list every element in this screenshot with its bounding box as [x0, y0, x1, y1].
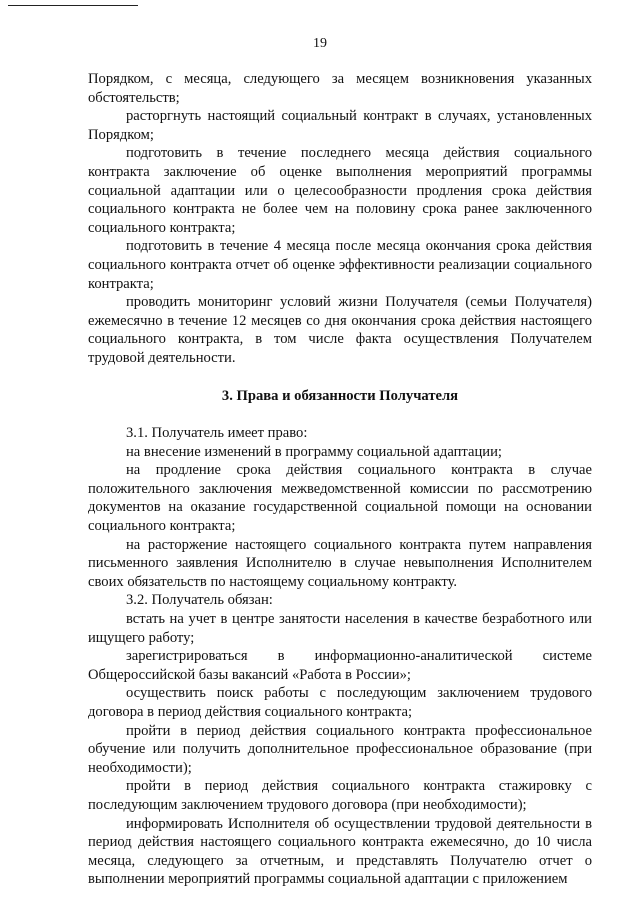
paragraph: на расторжение настоящего социального контракта путем направления письменного заявления Исполнителю в случае невыполнения Исполнителем своих обязательств по настоящему социальному контракту. [88, 536, 592, 590]
section-heading: 3. Права и обязанности Получателя [221, 387, 459, 404]
page-number: 19 [313, 36, 327, 51]
paragraph: 3.2. Получатель обязан: [126, 592, 273, 609]
paragraph: пройти в период действия социального контракта стажировку с последующим заключением трудового договора (при необходимости); [88, 778, 592, 813]
paragraphs-after [88, 424, 592, 889]
paragraph: проводить мониторинг условий жизни Получателя (семьи Получателя) ежемесячно в течение 12 месяцев со дня окончания срока действия настоящего социального контракта, в том числе факта осуществления Получателем трудовой деятельности. [88, 294, 592, 366]
document-body [88, 70, 592, 889]
paragraph: пройти в период действия социального контракта профессиональное обучение или получить дополнительное профессиональное образование (при необходимости); [88, 722, 592, 776]
paragraphs-before [88, 70, 592, 368]
paragraph: подготовить в течение последнего месяца действия социального контракта заключение об оценке выполнения мероприятий программы социальной адаптации или о целесообразности продления срока действия социального контракта не более чем на половину срока ранее заключенного социального контракта; [88, 145, 592, 236]
paragraph: осуществить поиск работы с последующим заключением трудового договора в период действия социального контракта; [88, 685, 592, 720]
paragraph: подготовить в течение 4 месяца после месяца окончания срока действия социального контракта отчет об оценке эффективности реализации социального контракта; [88, 238, 592, 292]
paragraph: зарегистрироваться в информационно-аналитической системе Общероссийской базы вакансий «Работа в России»; [88, 648, 592, 683]
paragraph: 3.1. Получатель имеет право: [126, 425, 308, 442]
paragraph: информировать Исполнителя об осуществлении трудовой деятельности в период действия настоящего социального контракта ежемесячно, до 10 числа месяца, следующего за отчетным, и представлять Получателю отчет о выполнении мероприятий программы социальной адаптации с приложением [88, 815, 592, 888]
paragraph: на внесение изменений в программу социальной адаптации; [126, 443, 502, 460]
paragraph: расторгнуть настоящий социальный контракт в случаях, установленных Порядком; [88, 108, 592, 143]
paragraph: Порядком, с месяца, следующего за месяцем возникновения указанных обстоятельств; [88, 71, 592, 106]
top-rule [8, 5, 138, 6]
paragraph: встать на учет в центре занятости населения в качестве безработного или ищущего работу; [88, 611, 592, 646]
paragraph: на продление срока действия социального контракта в случае положительного заключения межведомственной комиссии по рассмотрению документов на оказание государственной социальной помощи на основании социального контракта; [88, 462, 592, 535]
